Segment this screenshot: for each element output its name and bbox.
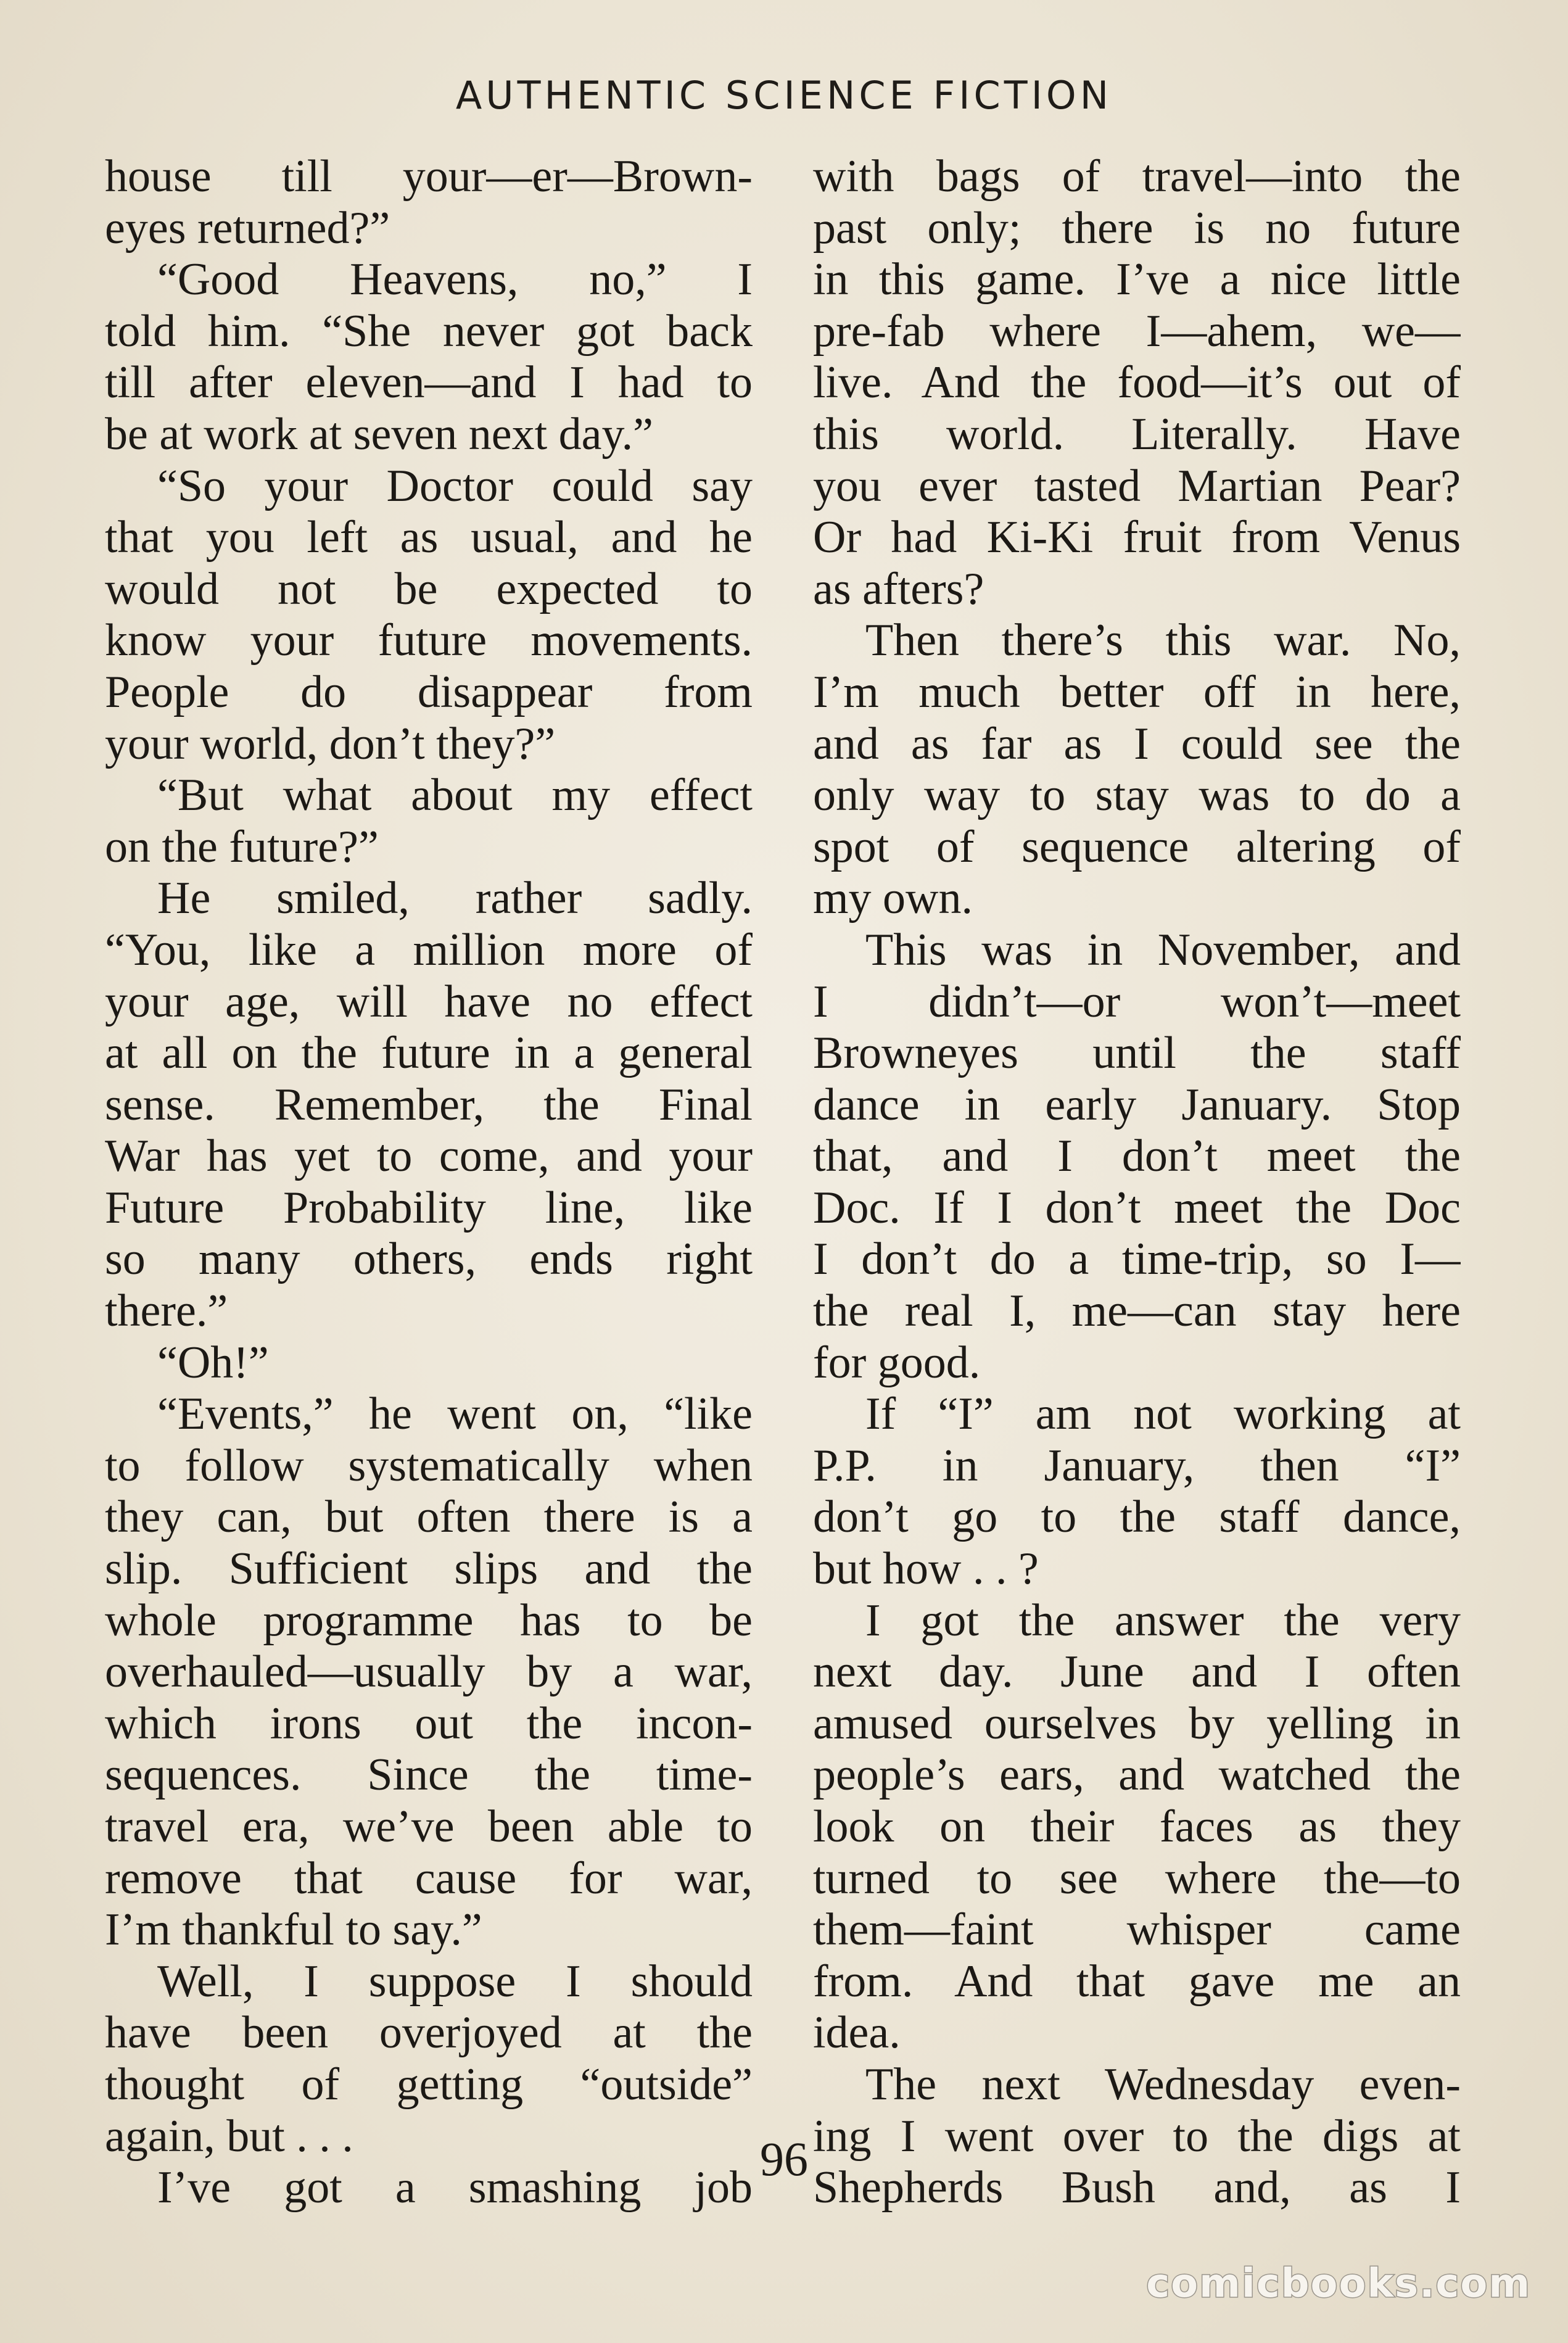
text-line: idea.	[813, 2007, 901, 2059]
text-line: don’t go to the staff dance,	[813, 1492, 1461, 1543]
text-line: “You, like a million more of	[105, 924, 753, 975]
text-line: Shepherds Bush and, as I	[813, 2162, 1461, 2213]
text-line: whole programme has to be	[105, 1595, 753, 1646]
text-line: as afters?	[813, 563, 984, 614]
text-line: spot of sequence altering of	[813, 821, 1461, 872]
text-line: I didn’t—or won’t—meet	[813, 976, 1461, 1027]
text-line: my own.	[813, 873, 973, 924]
text-line: I don’t do a time-trip, so I—	[813, 1234, 1461, 1285]
text-line: This was in November, and	[865, 924, 1461, 975]
text-line: them—faint whisper came	[813, 1904, 1461, 1956]
text-line: house till your—er—Brown-	[105, 151, 753, 202]
text-line: travel era, we’ve been able to	[105, 1801, 753, 1852]
text-line: “So your Doctor could say	[157, 460, 753, 511]
right-column	[813, 151, 1461, 2214]
text-line: be at work at seven next day.”	[105, 408, 654, 460]
text-line: I’m thankful to say.”	[105, 1904, 482, 1956]
text-line: but how . . ?	[813, 1543, 1039, 1595]
text-line: “Events,” he went on, “like	[157, 1389, 753, 1440]
text-line: I’ve got a smashing job	[157, 2162, 753, 2213]
text-line: ing I went over to the digs at	[813, 2110, 1461, 2162]
text-line: people’s ears, and watched the	[813, 1750, 1461, 1801]
text-line: eyes returned?”	[105, 202, 390, 254]
text-line: there.”	[105, 1286, 228, 1337]
text-line: Doc. If I don’t meet the Doc	[813, 1182, 1461, 1233]
text-line: for good.	[813, 1337, 981, 1388]
text-line: in this game. I’ve a nice little	[813, 254, 1461, 305]
text-line: “Good Heavens, no,” I	[157, 254, 753, 305]
page-number: 96	[760, 2132, 808, 2186]
text-line: The next Wednesday even-	[865, 2059, 1461, 2110]
text-line: past only; there is no future	[813, 202, 1461, 254]
text-line: so many others, ends right	[105, 1234, 753, 1285]
text-line: sense. Remember, the Final	[105, 1079, 753, 1130]
text-line: pre-fab where I—ahem, we—	[813, 305, 1461, 357]
text-line: Browneyes until the staff	[813, 1028, 1461, 1079]
text-line: told him. “She never got back	[105, 305, 753, 357]
text-line: overhauled—usually by a war,	[105, 1647, 753, 1698]
text-line: remove that cause for war,	[105, 1853, 753, 1904]
text-line: P.P. in January, then “I”	[813, 1440, 1461, 1491]
text-line: from. And that gave me an	[813, 1956, 1461, 2007]
text-line: He smiled, rather sadly.	[157, 873, 753, 924]
text-line: know your future movements.	[105, 615, 753, 666]
text-line: “Oh!”	[157, 1337, 269, 1388]
text-line: your world, don’t they?”	[105, 718, 556, 769]
text-line: turned to see where the—to	[813, 1853, 1461, 1904]
text-line: you ever tasted Martian Pear?	[813, 460, 1461, 511]
text-line: at all on the future in a general	[105, 1028, 753, 1079]
text-line: slip. Sufficient slips and the	[105, 1543, 753, 1595]
text-line: I got the answer the very	[865, 1595, 1461, 1646]
text-line: dance in early January. Stop	[813, 1079, 1461, 1130]
text-line: People do disappear from	[105, 666, 753, 717]
text-line: If “I” am not working at	[865, 1389, 1461, 1440]
text-line: to follow systematically when	[105, 1440, 753, 1491]
text-line: Or had Ki-Ki fruit from Venus	[813, 512, 1461, 563]
text-line: that, and I don’t meet the	[813, 1131, 1461, 1182]
text-line: Future Probability line, like	[105, 1182, 753, 1233]
text-line: only way to stay was to do a	[813, 770, 1461, 821]
text-line: amused ourselves by yelling in	[813, 1698, 1461, 1749]
text-line: I’m much better off in here,	[813, 666, 1461, 717]
text-line: have been overjoyed at the	[105, 2007, 753, 2059]
text-line: Then there’s this war. No,	[865, 615, 1461, 666]
text-line: live. And the food—it’s out of	[813, 357, 1461, 408]
text-line: next day. June and I often	[813, 1647, 1461, 1698]
text-line: “But what about my effect	[157, 770, 753, 821]
text-line: your age, will have no effect	[105, 976, 753, 1027]
text-line: Well, I suppose I should	[157, 1956, 753, 2007]
text-line: on the future?”	[105, 821, 379, 872]
text-line: look on their faces as they	[813, 1801, 1461, 1852]
text-line: they can, but often there is a	[105, 1492, 753, 1543]
text-line: would not be expected to	[105, 563, 753, 614]
text-line: that you left as usual, and he	[105, 512, 753, 563]
text-line: again, but . . .	[105, 2110, 353, 2162]
left-column	[105, 151, 753, 2214]
text-line: the real I, me—can stay here	[813, 1286, 1461, 1337]
watermark-logo: comicbooks.com	[1146, 2261, 1531, 2307]
text-line: and as far as I could see the	[813, 718, 1461, 769]
text-line: this world. Literally. Have	[813, 408, 1461, 460]
text-line: War has yet to come, and your	[105, 1131, 753, 1182]
text-line: with bags of travel—into the	[813, 151, 1461, 202]
text-line: thought of getting “outside”	[105, 2059, 753, 2110]
text-line: sequences. Since the time-	[105, 1750, 753, 1801]
text-line: which irons out the incon-	[105, 1698, 753, 1749]
running-head: AUTHENTIC SCIENCE FICTION	[455, 73, 1113, 118]
text-line: till after eleven—and I had to	[105, 357, 753, 408]
